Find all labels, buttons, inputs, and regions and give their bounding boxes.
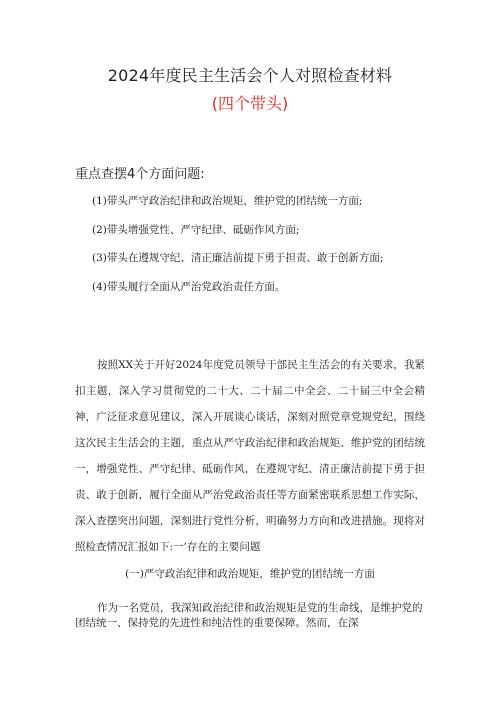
issue-item-2: (2)带头增强党性、严守纪律、砥砺作风方面; <box>92 223 300 236</box>
issue-item-1: (1)带头严守政治纪律和政治规矩，维护党的团结统一方面; <box>92 195 363 207</box>
issue-item-3: (3)带头在遵规守纪、清正廉洁前提下勇于担责、敢于创新方面; <box>92 252 384 264</box>
issue-list <box>92 194 383 308</box>
subsection-heading: (一)严守政治纪律和政治规矩，维护党的团结统一方面 <box>125 568 375 580</box>
section-heading: 重点查摆4个方面问题: <box>75 167 205 182</box>
document-title: 2024年度民主生活会个人对照检查材料 <box>107 66 393 85</box>
issue-item-4: (4)带头履行全面从严治党政治责任方面。 <box>92 280 286 293</box>
second-paragraph: 作为一名党员，我深知政治纪律和政治规矩是党的生命线，是维护党的团结统一、保持党的先进性和纯洁性的重要保障。然而，在深 <box>75 601 423 629</box>
document-subtitle: (四个带头) <box>211 94 289 113</box>
body-paragraph: 按照XX关于开好2024年度党员领导干部民主生活会的有关要求，我紧扣主题，深入学习贯彻党的二十大、二十届二中全会、二十届三中全会精神，广泛征求意见建议，深入开展谈心谈话，深刻对照党章党规党纪，围绕这次民主生活会的主题，重点从严守政治纪律和政治规矩、维护党的团结统一，增强党性、严守纪律、砥砺作风，在遵规守纪、清正廉洁前提下勇于担责、敢于创新，履行全面从严治党政治责任等方面紧密联系思想工作实际，深入查摆突出问题，深刻进行党性分析，明确努力方向和改进措施。现将对照检查情况汇报如下:一’存在的主要问题 <box>75 358 425 553</box>
